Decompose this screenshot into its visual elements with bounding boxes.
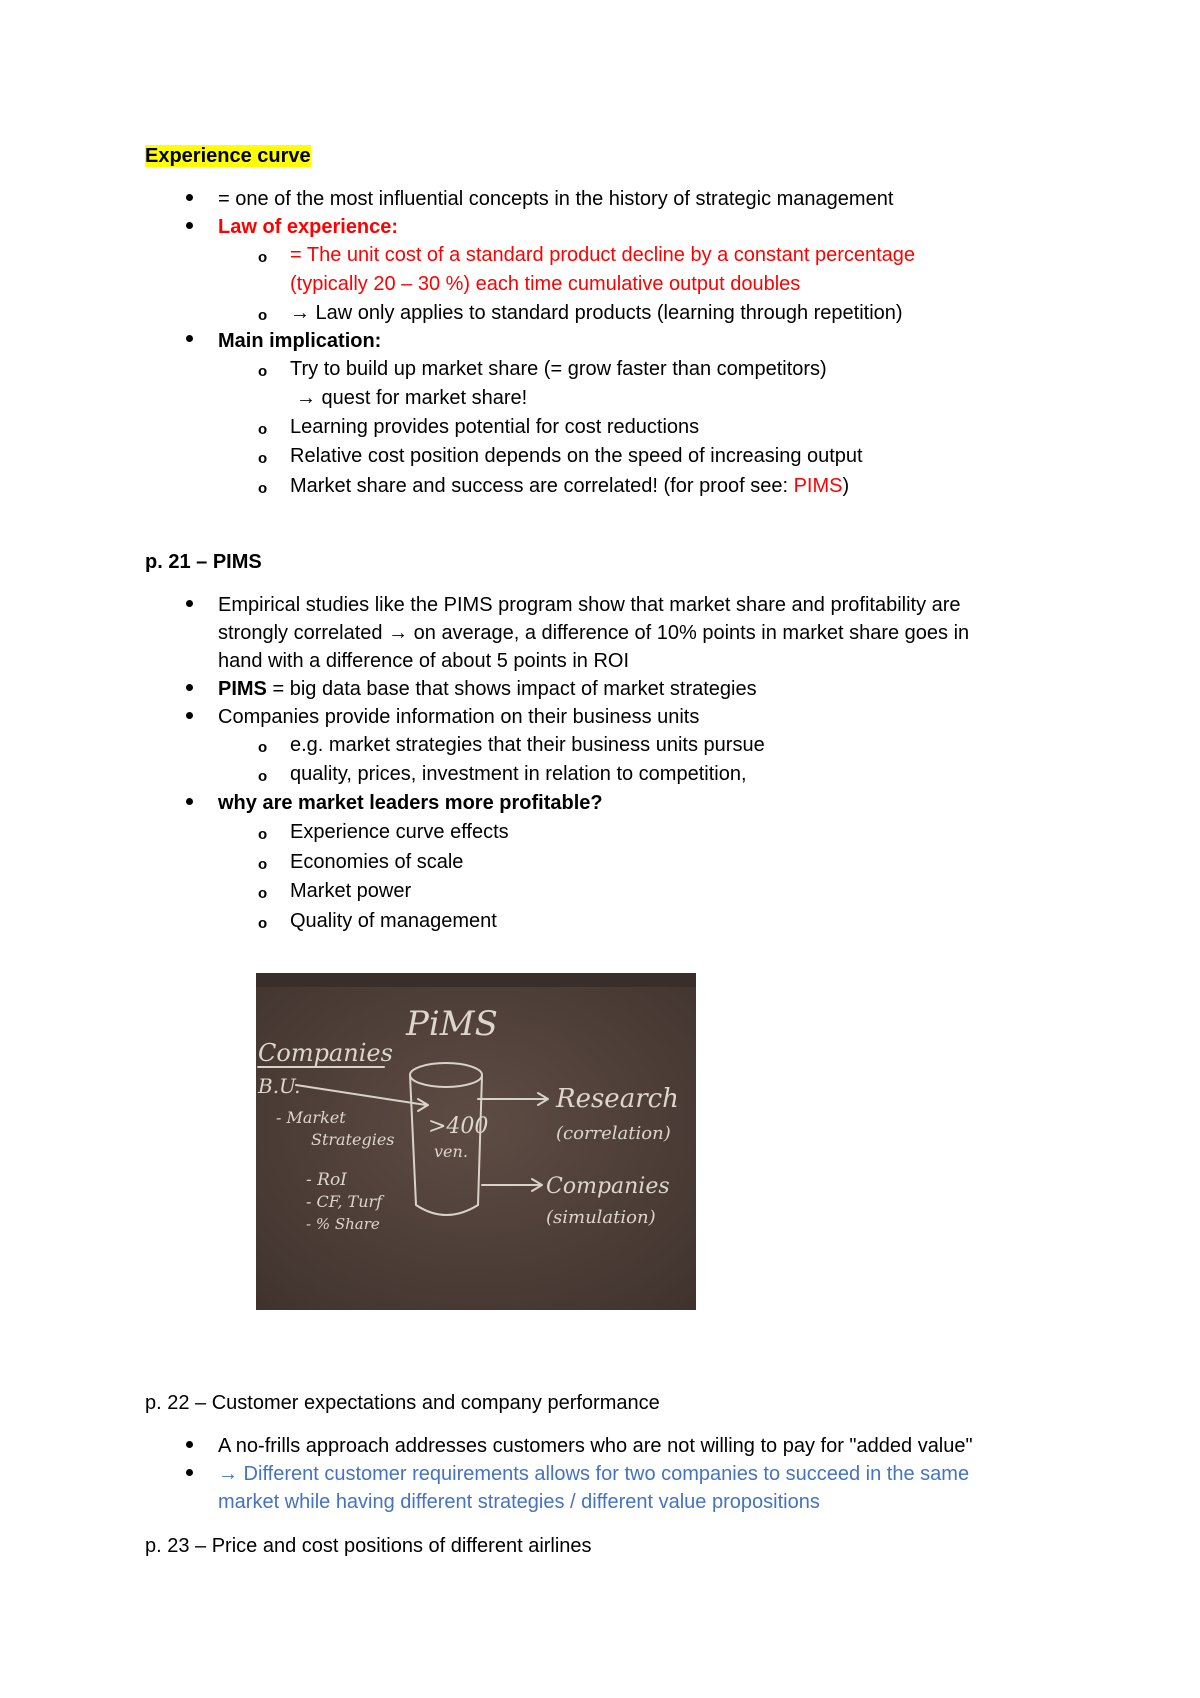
highlighted-title: Experience curve <box>145 145 311 167</box>
list-item <box>290 472 849 500</box>
sub-bullet-marker: o <box>258 450 268 467</box>
blackboard-drawing <box>256 973 696 1310</box>
list-item: market while having different strategies / different value propositions <box>218 1491 820 1513</box>
list-item: e.g. market strategies that their business units pursue <box>290 734 765 756</box>
blackboard-photo <box>256 973 696 1310</box>
photo-strategies: Strategies <box>311 1130 395 1149</box>
list-item: Try to build up market share (= grow faster than competitors) <box>290 358 827 380</box>
bullet-dot <box>186 1469 193 1476</box>
list-item: = one of the most influential concepts in the history of strategic management <box>218 188 894 210</box>
list-item: Quality of management <box>290 910 497 932</box>
board-top-edge <box>256 973 696 987</box>
section-experience-curve-title <box>145 143 311 169</box>
list-item: Relative cost position depends on the speed of increasing output <box>290 445 863 467</box>
bullet-dot <box>186 222 193 229</box>
main-implication-label: Main implication: <box>218 330 382 352</box>
photo-roi: - RoI <box>306 1170 347 1190</box>
bullet-dot <box>186 712 193 719</box>
sub-bullet-marker: o <box>258 768 268 785</box>
photo-simulation: (simulation) <box>546 1207 656 1228</box>
bullet-dot <box>186 798 193 805</box>
list-item: quality, prices, investment in relation to competition, <box>290 763 747 785</box>
photo-research: Research <box>556 1084 679 1114</box>
bullet-dot <box>186 335 193 342</box>
sub-bullet-marker: o <box>258 826 268 843</box>
list-item: strongly correlated → on average, a difference of 10% points in market share goes in <box>218 622 970 644</box>
list-item-text: = big data base that shows impact of market strategies <box>266 678 757 700</box>
law-of-experience-label: Law of experience: <box>218 216 399 238</box>
list-item: = The unit cost of a standard product decline by a constant percentage <box>290 244 916 266</box>
photo-title: PiMS <box>406 1004 498 1044</box>
sub-bullet-marker: o <box>258 856 268 873</box>
list-item: A no-frills approach addresses customers who are not willing to pay for "added value" <box>218 1435 973 1457</box>
list-item <box>218 675 757 703</box>
bullet-dot <box>186 194 193 201</box>
list-item: hand with a difference of about 5 points in ROI <box>218 650 630 672</box>
bullet-dot <box>186 1441 193 1448</box>
sub-bullet-marker: o <box>258 885 268 902</box>
bullet-dot <box>186 684 193 691</box>
photo-left-header: Companies <box>258 1039 393 1067</box>
sub-bullet-marker: o <box>258 249 268 266</box>
section-customer-expectations-title: p. 22 – Customer expectations and company performance <box>145 1392 660 1414</box>
list-item: Experience curve effects <box>290 821 509 843</box>
photo-market: - Market <box>276 1108 346 1127</box>
list-item: Learning provides potential for cost reductions <box>290 416 700 438</box>
sub-bullet-marker: o <box>258 480 268 497</box>
sub-bullet-marker: o <box>258 739 268 756</box>
profitability-question: why are market leaders more profitable? <box>218 792 603 814</box>
photo-bu: B.U. <box>258 1074 301 1098</box>
pims-reference: PIMS <box>793 475 843 497</box>
list-item-text: ) <box>842 475 850 497</box>
pims-term: PIMS <box>218 678 267 700</box>
photo-correlation: (correlation) <box>556 1123 671 1144</box>
list-item-continuation: → quest for market share! <box>296 387 528 409</box>
sub-bullet-marker: o <box>258 307 268 324</box>
photo-share: - % Share <box>306 1215 380 1233</box>
photo-center-2: ven. <box>434 1142 468 1161</box>
photo-center-1: >400 <box>428 1114 489 1139</box>
photo-cf: - CF, Turf <box>306 1192 383 1211</box>
list-item-text: Market share and success are correlated! (for proof see: <box>290 475 794 497</box>
sub-bullet-marker: o <box>258 915 268 932</box>
list-item: → Different customer requirements allows for two companies to succeed in the same <box>218 1463 970 1485</box>
list-item: Empirical studies like the PIMS program show that market share and profitability are <box>218 594 961 616</box>
list-item: (typically 20 – 30 %) each time cumulative output doubles <box>290 273 801 295</box>
section-pims-title: p. 21 – PIMS <box>145 551 262 573</box>
section-airlines-title: p. 23 – Price and cost positions of different airlines <box>145 1535 592 1557</box>
sub-bullet-marker: o <box>258 421 268 438</box>
list-item: → Law only applies to standard products (learning through repetition) <box>290 302 903 324</box>
photo-companies: Companies <box>546 1174 670 1199</box>
bullet-dot <box>186 600 193 607</box>
list-item: Companies provide information on their business units <box>218 706 700 728</box>
list-item: Market power <box>290 880 412 902</box>
list-item: Economies of scale <box>290 851 464 873</box>
sub-bullet-marker: o <box>258 363 268 380</box>
